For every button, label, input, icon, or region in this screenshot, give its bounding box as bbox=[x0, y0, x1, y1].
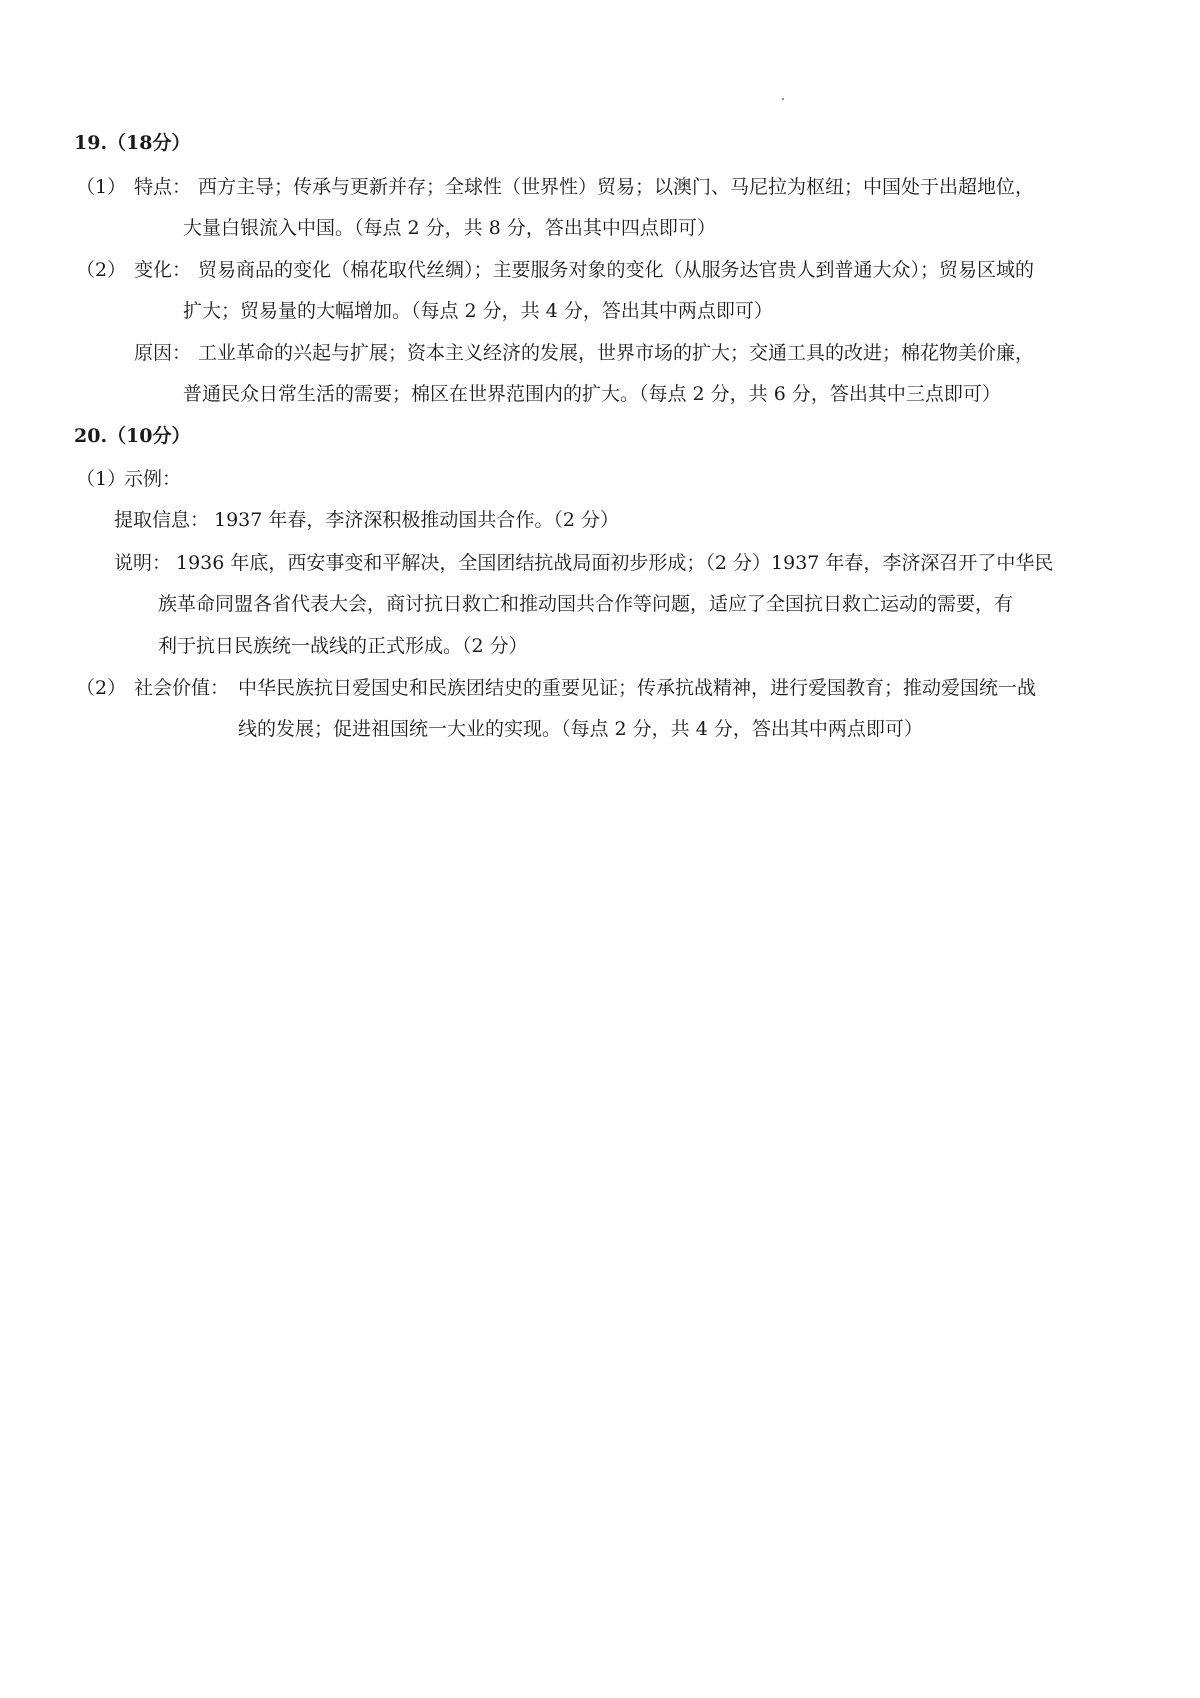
q19-header: 19.（18分） bbox=[74, 132, 191, 154]
q19-p2-line2: 扩大；贸易量的大幅增加。（每点 2 分，共 4 分，答出其中两点即可） bbox=[183, 300, 773, 322]
q20-explain-line2: 族革命同盟各省代表大会，商讨抗日救亡和推动国共合作等问题，适应了全国抗日救亡运动的需要，有 bbox=[158, 593, 1014, 615]
scan-speck bbox=[782, 98, 784, 100]
q20-explain-line3: 利于抗日民族统一战线的正式形成。（2 分） bbox=[158, 635, 528, 657]
q19-p2-line1: 贸易商品的变化（棉花取代丝绸）；主要服务对象的变化（从服务达官贵人到普通大众）；贸易区域的 bbox=[198, 259, 1035, 281]
q20-p2-line1: 中华民族抗日爱国史和民族团结史的重要见证；传承抗战精神，进行爱国教育；推动爱国统一战 bbox=[238, 677, 1037, 699]
q20-info-text: 1937 年春，李济深积极推动国共合作。（2 分） bbox=[214, 509, 620, 531]
q19-p1-line1: 西方主导；传承与更新并存；全球性（世界性）贸易；以澳门、马尼拉为枢纽；中国处于出超地位， bbox=[198, 176, 1035, 198]
q19-p1-number: （1） bbox=[76, 176, 127, 198]
q20-p2-line2: 线的发展；促进祖国统一大业的实现。（每点 2 分，共 4 分，答出其中两点即可） bbox=[238, 718, 923, 740]
q19-p1-line2: 大量白银流入中国。（每点 2 分，共 8 分，答出其中四点即可） bbox=[183, 217, 716, 239]
q19-p2-reason-line1: 工业革命的兴起与扩展；资本主义经济的发展，世界市场的扩大；交通工具的改进；棉花物美价廉， bbox=[198, 342, 1035, 364]
q20-p1-label: 示例： bbox=[124, 468, 182, 490]
q19-p2-reason-label: 原因： bbox=[134, 342, 192, 364]
q19-p1-label: 特点： bbox=[134, 176, 192, 198]
q20-explain-label: 说明： bbox=[114, 552, 172, 574]
q20-explain-line1: 1936 年底，西安事变和平解决，全国团结抗战局面初步形成；（2 分）1937 年春，李济深召开了中华民 bbox=[176, 552, 1054, 574]
q20-p1-number: （1） bbox=[76, 468, 127, 490]
q20-p2-label: 社会价值： bbox=[134, 677, 230, 699]
q19-p2-reason-line2: 普通民众日常生活的需要；棉区在世界范围内的扩大。（每点 2 分，共 6 分，答出其中三点即可） bbox=[183, 383, 1001, 405]
q20-info-label: 提取信息： bbox=[114, 509, 210, 531]
q20-header: 20.（10分） bbox=[74, 425, 191, 447]
q19-p2-label: 变化： bbox=[134, 259, 192, 281]
q20-p2-number: （2） bbox=[76, 677, 127, 699]
q19-p2-number: （2） bbox=[76, 259, 127, 281]
